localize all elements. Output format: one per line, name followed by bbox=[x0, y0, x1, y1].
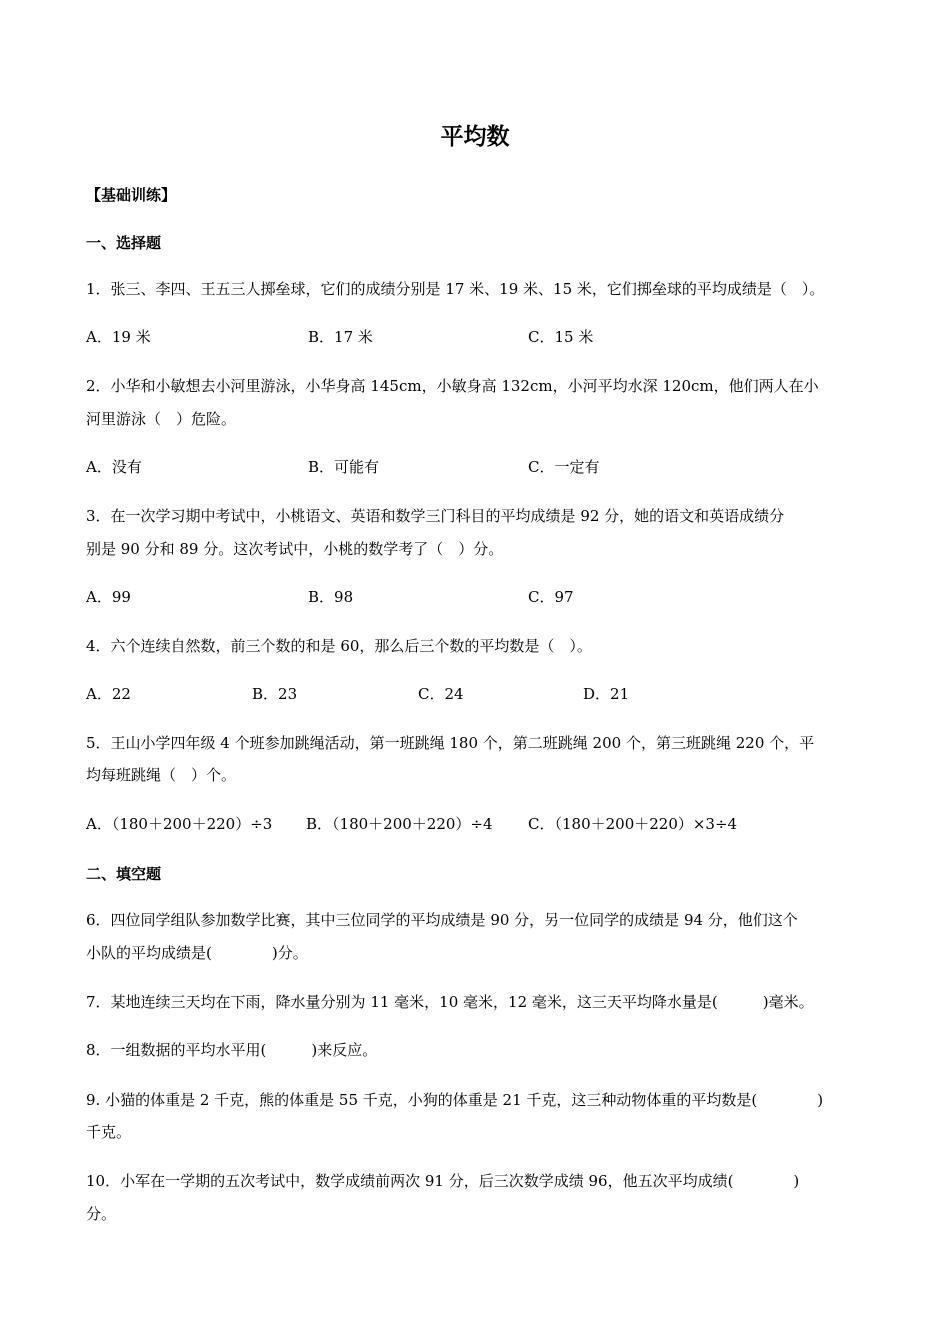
question-4-option-b: B．23 bbox=[252, 685, 298, 703]
question-10-text-line1: 10．小军在一学期的五次考试中，数学成绩前两次 91 分，后三次数学成绩 96，他五次平均成绩( ) bbox=[86, 1172, 800, 1190]
section-fill-in-blank: 二、填空题 bbox=[86, 865, 162, 883]
question-8-text: 8．一组数据的平均水平用( )来反应。 bbox=[86, 1041, 378, 1059]
question-6-text-line1: 6．四位同学组队参加数学比赛，其中三位同学的平均成绩是 90 分，另一位同学的成绩是 94 分，他们这个 bbox=[86, 911, 798, 929]
question-3-text-line1: 3．在一次学习期中考试中，小桃语文、英语和数学三门科目的平均成绩是 92 分，她的语文和英语成绩分 bbox=[86, 507, 785, 525]
question-1-option-a: A．19 米 bbox=[86, 328, 151, 346]
section-basic-training: 【基础训练】 bbox=[86, 186, 177, 204]
question-4-option-c: C．24 bbox=[418, 685, 464, 703]
question-4-text: 4．六个连续自然数，前三个数的和是 60，那么后三个数的平均数是（ ）。 bbox=[86, 637, 592, 655]
question-2-option-a: A．没有 bbox=[86, 458, 142, 476]
question-3-option-b: B．98 bbox=[308, 588, 354, 606]
question-3-option-a: A．99 bbox=[86, 588, 131, 606]
question-5-option-c: C．（180＋200＋220）×3÷4 bbox=[528, 815, 738, 833]
question-5-text-line2: 均每班跳绳（ ）个。 bbox=[86, 766, 237, 784]
question-4-option-d: D．21 bbox=[583, 685, 630, 703]
question-4-option-a: A．22 bbox=[86, 685, 131, 703]
question-2-text-line1: 2．小华和小敏想去小河里游泳，小华身高 145cm，小敏身高 132cm，小河平均水深 120cm，他们两人在小 bbox=[86, 377, 819, 395]
question-9-text-line2: 千克。 bbox=[86, 1123, 132, 1141]
question-3-option-c: C．97 bbox=[528, 588, 574, 606]
question-1-text: 1．张三、李四、王五三人掷垒球，它们的成绩分别是 17 米、19 米、15 米，它们掷垒球的平均成绩是（ ）。 bbox=[86, 280, 825, 298]
page-title: 平均数 bbox=[440, 124, 510, 150]
question-5-text-line1: 5．王山小学四年级 4 个班参加跳绳活动，第一班跳绳 180 个，第二班跳绳 200 个，第三班跳绳 220 个，平 bbox=[86, 734, 815, 752]
question-3-text-line2: 别是 90 分和 89 分。这次考试中，小桃的数学考了（ ）分。 bbox=[86, 540, 504, 558]
question-9-text-line1: 9. 小猫的体重是 2 千克，熊的体重是 55 千克，小狗的体重是 21 千克，这三种动物体重的平均数是( ) bbox=[86, 1091, 824, 1109]
question-5-option-a: A．（180＋200＋220）÷3 bbox=[86, 815, 273, 833]
question-10-text-line2: 分。 bbox=[86, 1205, 117, 1223]
question-6-text-line2: 小队的平均成绩是( )分。 bbox=[86, 944, 308, 962]
question-7-text: 7．某地连续三天均在下雨，降水量分别为 11 毫米，10 毫米，12 毫米，这三天平均降水量是( )毫米。 bbox=[86, 993, 814, 1011]
question-1-option-c: C．15 米 bbox=[528, 328, 594, 346]
section-multiple-choice: 一、选择题 bbox=[86, 234, 162, 252]
question-2-text-line2: 河里游泳（ ）危险。 bbox=[86, 410, 237, 428]
question-2-option-b: B．可能有 bbox=[308, 458, 380, 476]
question-1-option-b: B．17 米 bbox=[308, 328, 373, 346]
question-2-option-c: C．一定有 bbox=[528, 458, 600, 476]
question-5-option-b: B．（180＋200＋220）÷4 bbox=[306, 815, 493, 833]
